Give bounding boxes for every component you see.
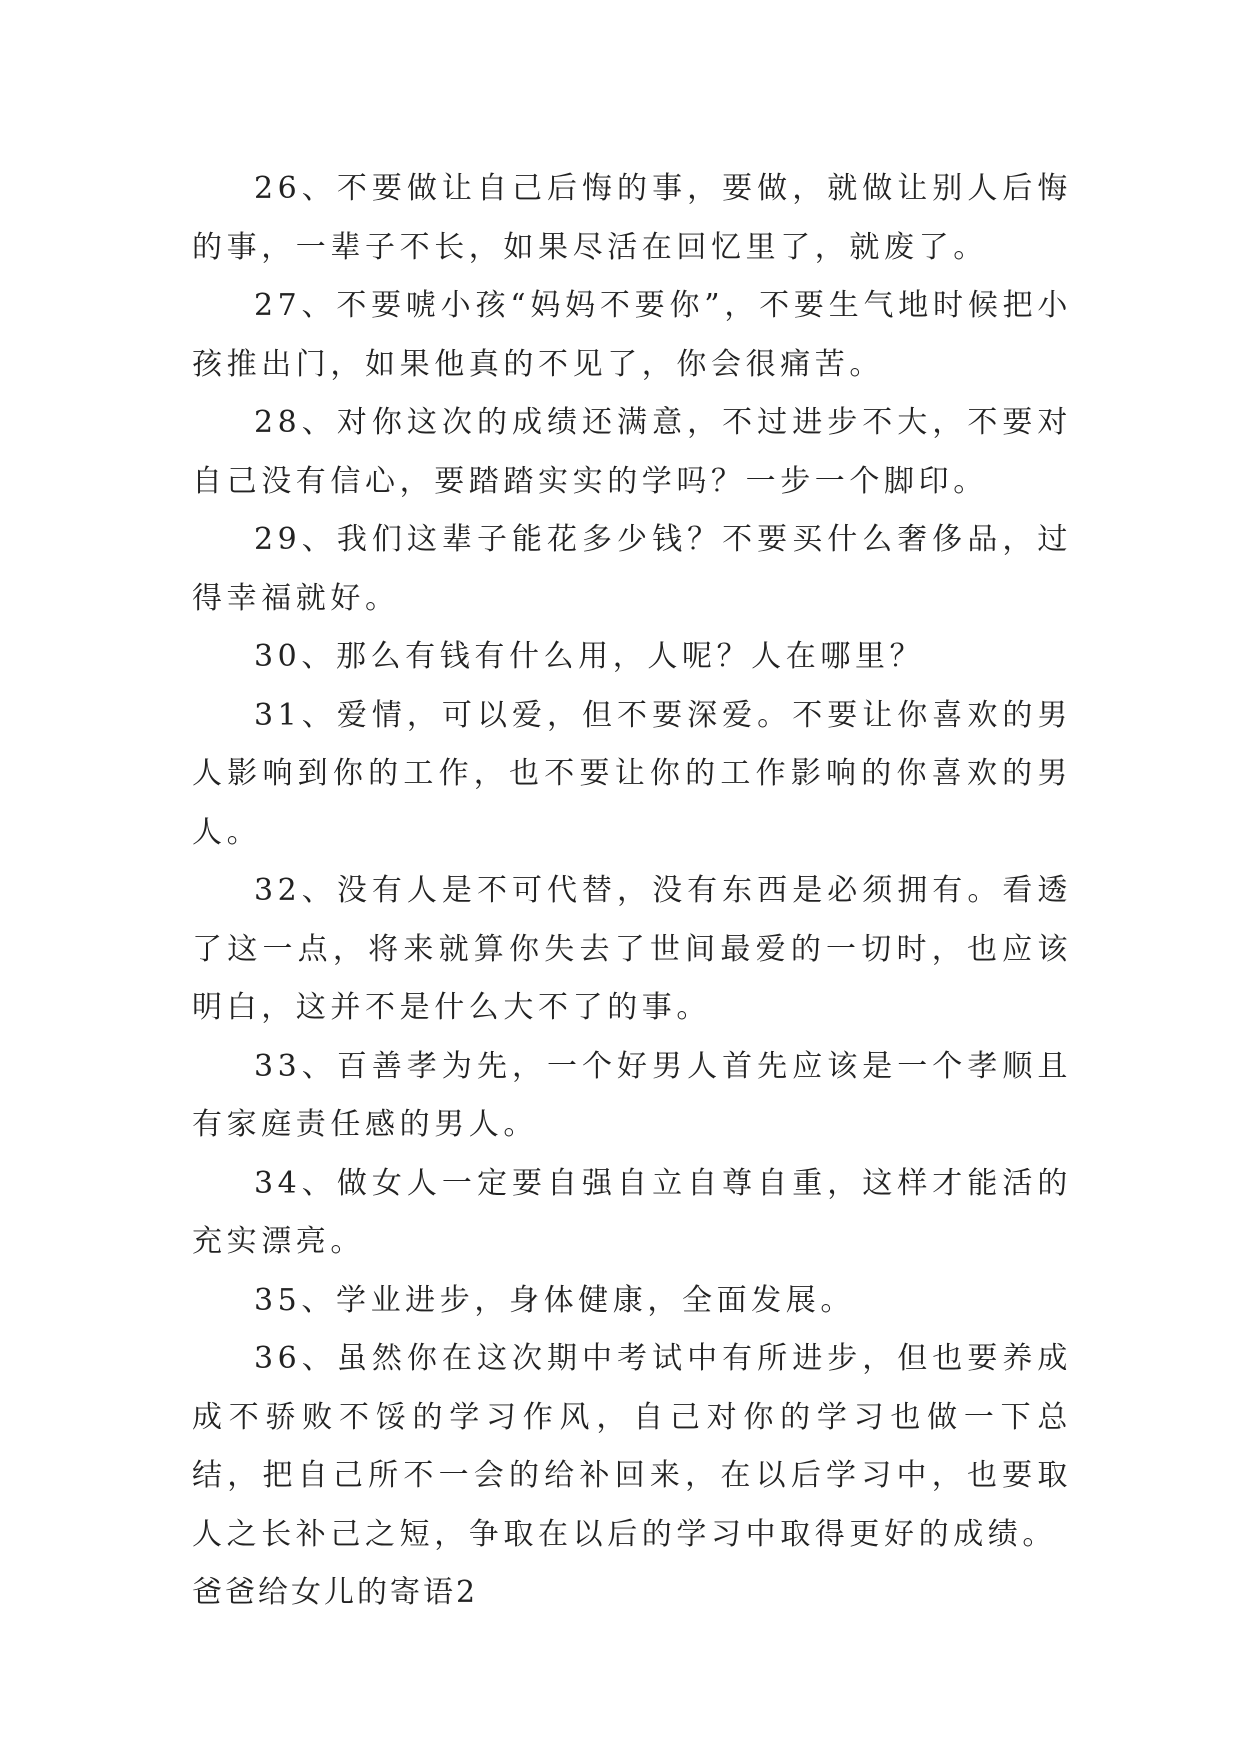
paragraph-26: 26、不要做让自己后悔的事，要做，就做让别人后悔的事，一辈子不长，如果尽活在回忆里了，就废了。 bbox=[192, 171, 1072, 265]
section-heading: 爸爸给女儿的寄语2 bbox=[192, 1575, 479, 1610]
paragraph-36: 36、虽然你在这次期中考试中有所进步，但也要养成成不骄败不馁的学习作风，自己对你的学习也做一下总结，把自己所不一会的给补回来，在以后学习中，也要取人之长补己之短，争取在以后的学习中取得更好的成绩。 bbox=[192, 1341, 1072, 1552]
paragraph-33: 33、百善孝为先，一个好男人首先应该是一个孝顺且有家庭责任感的男人。 bbox=[192, 1048, 1072, 1142]
paragraph-29: 29、我们这辈子能花多少钱？不要买什么奢侈品，过得幸福就好。 bbox=[192, 522, 1072, 616]
paragraph-35: 35、学业进步，身体健康，全面发展。 bbox=[254, 1282, 855, 1318]
paragraph-34: 34、做女人一定要自强自立自尊自重，这样才能活的充实漂亮。 bbox=[192, 1165, 1072, 1259]
paragraph-28: 28、对你这次的成绩还满意，不过进步不大，不要对自己没有信心，要踏踏实实的学吗？一步一个脚印。 bbox=[192, 405, 1072, 499]
document-body bbox=[192, 160, 1072, 1623]
paragraph-31: 31、爱情，可以爱，但不要深爱。不要让你喜欢的男人影响到你的工作，也不要让你的工作影响的你喜欢的男人。 bbox=[192, 697, 1072, 850]
paragraph-32: 32、没有人是不可代替，没有东西是必须拥有。看透了这一点，将来就算你失去了世间最爱的一切时，也应该明白，这并不是什么大不了的事。 bbox=[192, 873, 1072, 1025]
paragraph-30: 30、那么有钱有什么用，人呢？人在哪里？ bbox=[254, 639, 925, 674]
paragraph-27: 27、不要唬小孩“妈妈不要你”，不要生气地时候把小孩推出门，如果他真的不见了，你会很痛苦。 bbox=[192, 288, 1072, 382]
